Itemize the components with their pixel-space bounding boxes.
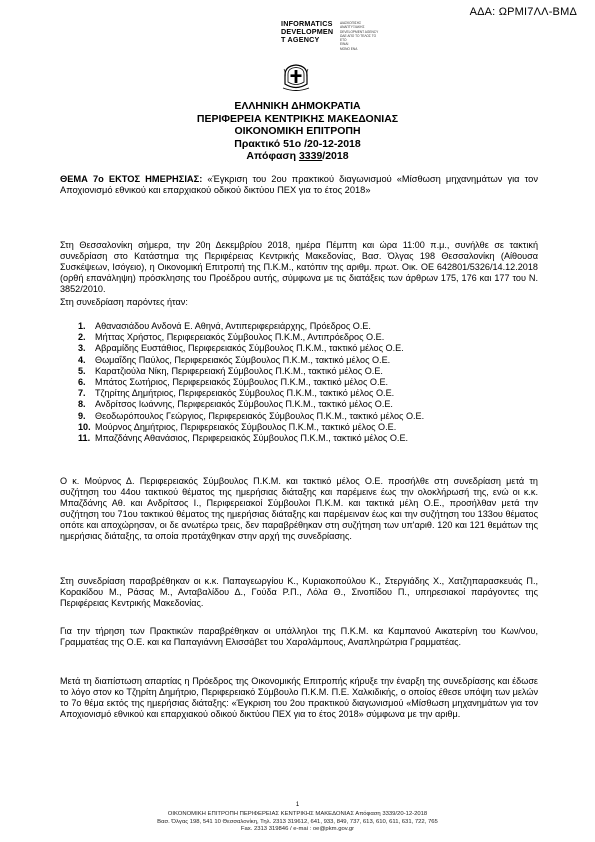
- logo-small-line: ΩΔΕ ΑΠΟ ΤΟ ΤΕΛΟΣ ΤΟ: [340, 33, 377, 38]
- list-item: 11. Μπαζδάνης Αθανάσιος, Περιφερειακός Σύμβουλος Π.Κ.Μ., τακτικό μέλος Ο.Ε.: [78, 433, 409, 444]
- quorum-paragraph: Μετά τη διαπίστωση απαρτίας η Πρόεδρος της Οικονομικής Επιτροπής κήρυξε την έναρξη της συνεδρίασης και έδωσε το λόγο στον κο Τζηρίτη Δημήτριο, Περιφερειακό Σύμβουλο Π.Κ.Μ. Π.Ε. Χαλκιδικής, ο οποίος έθεσε υπόψη των μελών το 7ο θέμα εκτός της ημερήσιας διάταξης: «Έγκριση του 2ου πρακτικού διαγωνισμού «Μίσθωση μηχανημάτων για τον Αποχιονισμό εθνικού και επαρχιακού οδικού δικτύου ΠΕΧ για το έτος 2018» σύμφωνα με την αριθμ.: [60, 676, 538, 719]
- list-item: 1. Αθανασιάδου Ανδονά Ε. Αθηνά, Αντιπεριφερειάρχης, Πρόεδρος Ο.Ε.: [78, 321, 371, 331]
- footer-line: Fax. 2313 319846 / e-mai : oe@pkm.gov.gr: [240, 826, 355, 833]
- subject-label: ΘΕΜΑ 7ο ΕΚΤΟΣ ΗΜΕΡΗΣΙΑΣ:: [60, 174, 203, 184]
- list-item: 7. Τζηρίτης Δημήτριος, Περιφερειακός Σύμβουλος Π.Κ.Μ., τακτικό μέλος Ο.Ε.: [78, 388, 395, 399]
- intro-paragraph: Στη Θεσσαλονίκη σήμερα, την 20η Δεκεμβρίου 2018, ημέρα Πέμπτη και ώρα 11:00 π.μ., συνήλθε σε τακτική συνεδρίαση στο Κατάστημα της Περιφέρειας Κεντρικής Μακεδονίας, Βασ. Όλγας 198 Θεσσαλονίκη (Αίθουσα Συσκέψεων, Ισόγειο), η Οικονομική Επιτροπή της Π.Κ.Μ., κατόπιν της αριθμ. πρωτ. Οικ. ΟΕ 642801/5326/14.12.2018 (ορθή επανάληψη) πρόσκλησης του Προέδρου αυτής, σύμφωνα με τις διατάξεις των άρθρων 175, 176 και 177 του Ν. 3852/2010.: [60, 240, 538, 294]
- logo-small-line: ΔΙΑΣΚΟΠΙΣΗΣ: [340, 21, 362, 25]
- list-item: 5. Καρατζιούλα Νίκη, Περιφερειακή Σύμβουλος Π.Κ.Μ., τακτικό μέλος Ο.Ε.: [78, 365, 383, 376]
- ada-code: ΑΔΑ: ΩΡΜΙ7ΛΛ-ΒΜΔ: [469, 6, 577, 18]
- logo-small-line: DEVELOPMENT AGENCY: [340, 29, 379, 34]
- members-list: [78, 321, 528, 444]
- list-item: 4. Θωμαΐδης Παύλος, Περιφερειακός Σύμβουλος Π.Κ.Μ., τακτικό μέλος Ο.Ε.: [78, 354, 391, 365]
- greek-coat-of-arms-icon: [282, 62, 310, 92]
- logo-small-line: ΕΙΝΑΙ: [340, 42, 349, 47]
- list-item: 2. Μήττας Χρήστος, Περιφερειακός Σύμβουλος Π.Κ.Μ., Αντιπρόεδρος Ο.Ε.: [78, 332, 385, 343]
- logo-line: T AGENCY: [281, 35, 320, 44]
- agency-logo-text: [281, 20, 333, 44]
- attendees-paragraph: Στη συνεδρίαση παραβρέθηκαν οι κ.κ. Παπαγεωργίου Κ., Κυριακοπούλου Κ., Στεργιάδης Χ., Χατζηπαρασκευάς Π., Κορακίδου Μ., Ράσας Μ., Ανταβαλίδου Δ., Γούδα Ρ.Π., Λόλα Θ., Σινοπίδου Π., υπηρεσιακοί παράγοντες της Περιφέρειας Κεντρικής Μακεδονίας.: [60, 576, 538, 608]
- logo-small-line: ΜΟΝΟ ΕΝΑ: [340, 46, 358, 51]
- list-item: 6. Μπάτος Σωτήριος, Περιφερειακός Σύμβουλος Π.Κ.Μ., τακτικό μέλος Ο.Ε.: [78, 377, 389, 388]
- header-minutes: Πρακτικό 51ο /20-12-2018: [234, 137, 361, 150]
- agency-logo-small-text: [340, 21, 378, 51]
- footer-line: Βασ. Όλγας 198, 541 10 Θεσσαλονίκη, Τηλ. 2313 319612, 641, 933, 849, 737, 613, 610, 611, 631, 722, 765: [157, 818, 438, 825]
- footer-line: ΟΙΚΟΝΟΜΙΚΗ ΕΠΙΤΡΟΠΗ ΠΕΡΙΦΕΡΕΙΑΣ ΚΕΝΤΡΙΚΗΣ ΜΑΚΕΔΟΝΙΑΣ Απόφαση 3339/20-12-2018: [167, 811, 428, 817]
- header-committee: ΟΙΚΟΝΟΜΙΚΗ ΕΠΙΤΡΟΠΗ: [234, 125, 361, 137]
- list-item: 9. Θεοδωρόπουλος Γεώργιος, Περιφερειακός Σύμβουλος Π.Κ.Μ., τακτικό μέλος Ο.Ε.: [78, 410, 425, 421]
- list-item: 10. Μούρνος Δημήτριος, Περιφερειακός Σύμβουλος Π.Κ.Μ., τακτικό μέλος Ο.Ε.: [78, 421, 397, 432]
- decision-number: 3339: [298, 150, 323, 162]
- logo-line: INFORMATICS: [281, 19, 333, 28]
- subject-paragraph: [60, 174, 538, 196]
- logo-small-line: ΕΤΟ: [340, 38, 347, 43]
- page-number: 1: [295, 802, 300, 808]
- present-label: Στη συνεδρίαση παρόντες ήταν:: [60, 297, 188, 307]
- logo-small-line: ΑΝΑΠΤΥΞΙΑΚΗΣ: [340, 25, 365, 30]
- list-item: 8. Ανδρίτσος Ιωάννης, Περιφερειακός Σύμβουλος Π.Κ.Μ., τακτικό μέλος Ο.Ε.: [78, 399, 393, 410]
- minutes-keepers-paragraph: Για την τήρηση των Πρακτικών παραβρέθηκαν οι υπάλληλοι της Π.Κ.Μ. κα Καμπανού Αικατερίνη του Κων/νου, Γραμματέας της Ο.Ε. και κα Παπαγιάννη Ελισσάβετ του Χαραλάμπους, Αναπληρώτρια Γραμματέας.: [60, 626, 538, 647]
- logo-line: DEVELOPMEN: [281, 27, 334, 36]
- document-header: [0, 100, 595, 163]
- list-item: 3. Αβραμίδης Ευστάθιος, Περιφερειακός Σύμβουλος Π.Κ.Μ., τακτικό μέλος Ο.Ε.: [78, 343, 404, 354]
- header-region: ΠΕΡΙΦΕΡΕΙΑ ΚΕΝΤΡΙΚΗΣ ΜΑΚΕΔΟΝΙΑΣ: [196, 112, 399, 125]
- header-republic: ΕΛΛΗΝΙΚΗ ΔΗΜΟΚΡΑΤΙΑ: [234, 100, 361, 112]
- subject-text: «Έγκριση του 2ου πρακτικού διαγωνισμού «Μίσθωση μηχανημάτων για τον Αποχιονισμό εθνικού και επαρχιακού οδικού δικτύου ΠΕΧ για το έτος 2018»: [60, 174, 538, 196]
- page-footer: [0, 811, 595, 834]
- header-decision: Απόφαση 3339/2018: [246, 150, 349, 162]
- arrivals-paragraph: Ο κ. Μούρνος Δ. Περιφερειακός Σύμβουλος Π.Κ.Μ. και τακτικό μέλος Ο.Ε. προσήλθε στη συνεδρίαση μετά τη συζήτηση του 44ου τακτικού θέματος της ημερήσιας διάταξης και παρέμεινε έως την ολοκλήρωσή της, ενώ οι κ.κ. Μπαζδάνης Αθ. και Ανδρίτσος Ι., Περιφερειακοί Σύμβουλοι Π.Κ.Μ. και τακτικά μέλη Ο.Ε., προσήλθαν μετά την συζήτηση του 71ου τακτικού θέματος της ημερήσιας διάταξης και παρέμειναν έως και την συζήτηση του 133ου θέματος οπότε και αποχώρησαν, οι δε ανωτέρω τρεις, δεν παραβρέθηκαν στη συζήτηση των υπ'αριθ. 120 και 121 θεμάτων της ημερήσιας διάταξης, τα οποία προτάχθηκαν στην αρχή της συνεδρίασης.: [60, 476, 538, 541]
